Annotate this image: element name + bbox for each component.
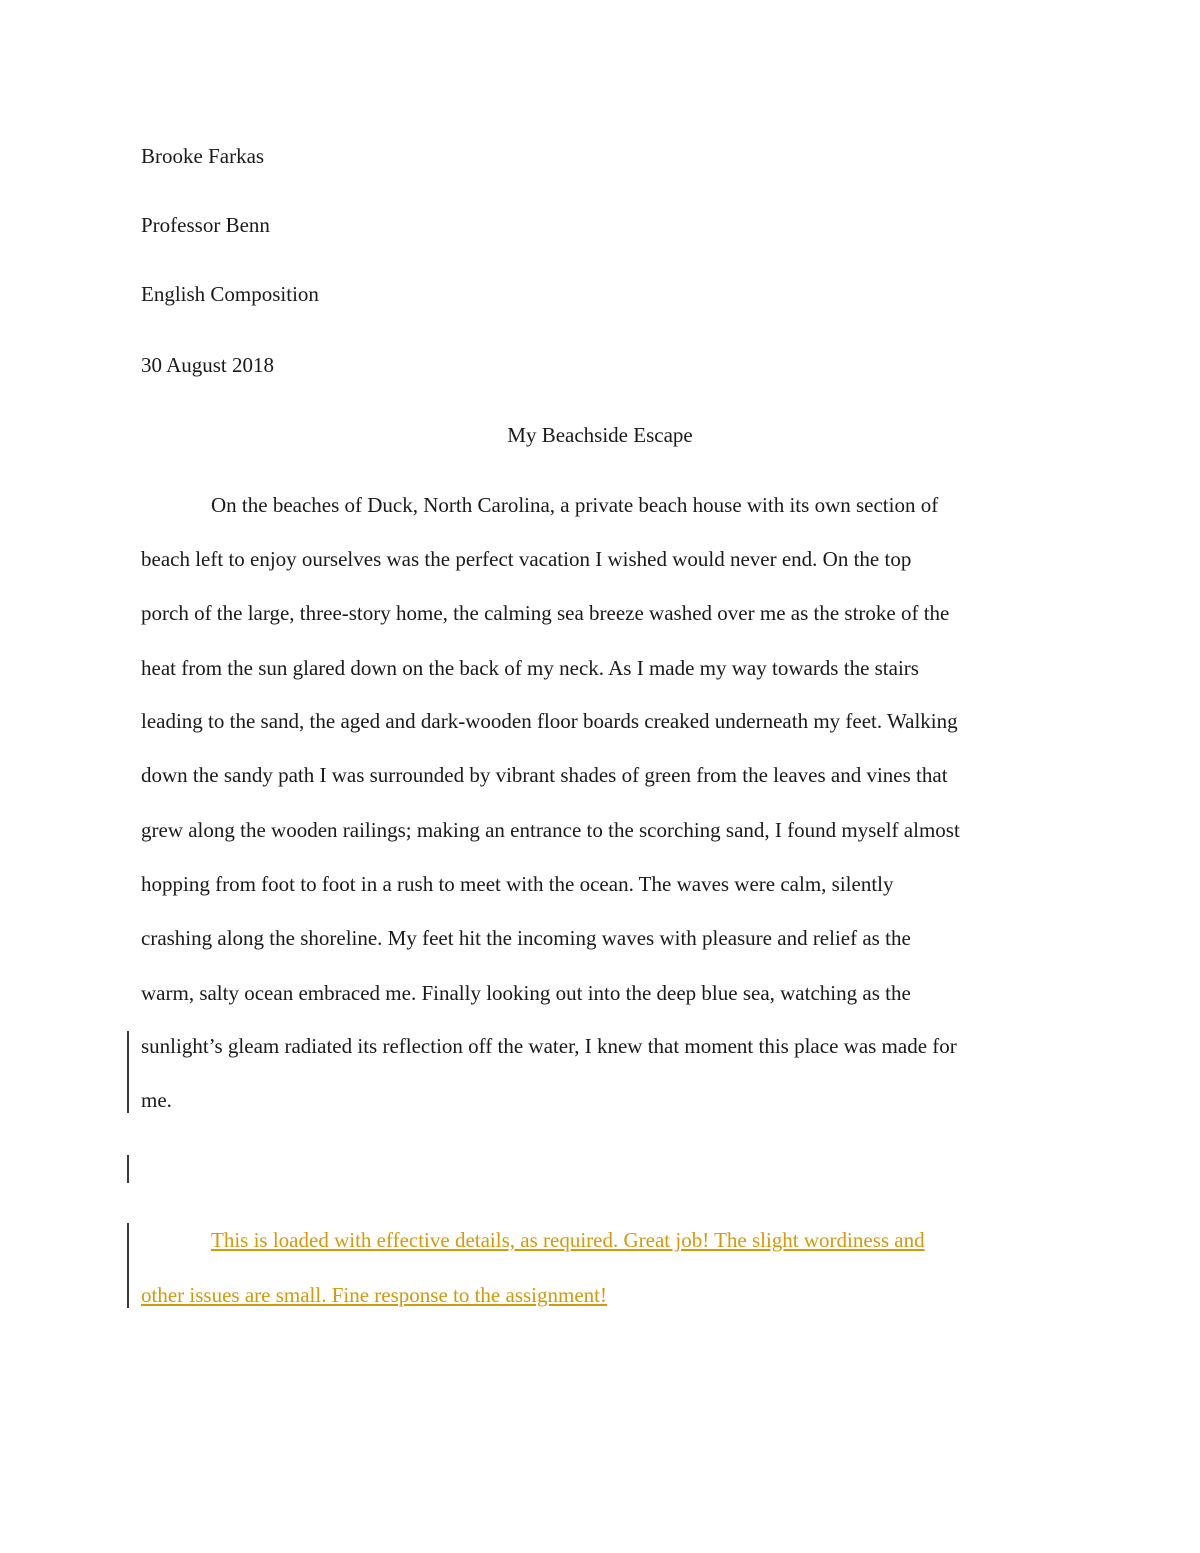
comment-line: This is loaded with effective details, as required. Great job! The slight wordiness and [211, 1228, 925, 1252]
comment-line: other issues are small. Fine response to the assignment! [141, 1283, 607, 1307]
essay-line: leading to the sand, the aged and dark-wooden floor boards creaked underneath my feet. Walking [141, 709, 958, 733]
course-name: English Composition [141, 282, 319, 306]
essay-line: heat from the sun glared down on the back of my neck. As I made my way towards the stairs [141, 656, 919, 680]
essay-line: grew along the wooden railings; making an entrance to the scorching sand, I found myself almost [141, 818, 960, 842]
change-bar [127, 1031, 129, 1113]
essay-line: me. [141, 1088, 172, 1112]
essay-line: On the beaches of Duck, North Carolina, a private beach house with its own section of [211, 493, 939, 517]
essay-line: sunlight’s gleam radiated its reflection off the water, I knew that moment this place was made for [141, 1034, 957, 1058]
essay-line: porch of the large, three-story home, the calming sea breeze washed over me as the stroke of the [141, 601, 950, 625]
essay-line: crashing along the shoreline. My feet hit the incoming waves with pleasure and relief as the [141, 926, 911, 950]
author-name: Brooke Farkas [141, 144, 265, 168]
essay-line: warm, salty ocean embraced me. Finally looking out into the deep blue sea, watching as the [141, 981, 911, 1005]
essay-title: My Beachside Escape [507, 423, 693, 447]
change-bar [127, 1155, 129, 1183]
instructor-name: Professor Benn [141, 213, 270, 237]
essay-date: 30 August 2018 [141, 353, 275, 377]
essay-line: beach left to enjoy ourselves was the perfect vacation I wished would never end. On the top [141, 547, 912, 571]
essay-line: hopping from foot to foot in a rush to meet with the ocean. The waves were calm, silently [141, 872, 894, 896]
change-bar [127, 1223, 129, 1308]
essay-line: down the sandy path I was surrounded by vibrant shades of green from the leaves and vines that [141, 763, 948, 787]
